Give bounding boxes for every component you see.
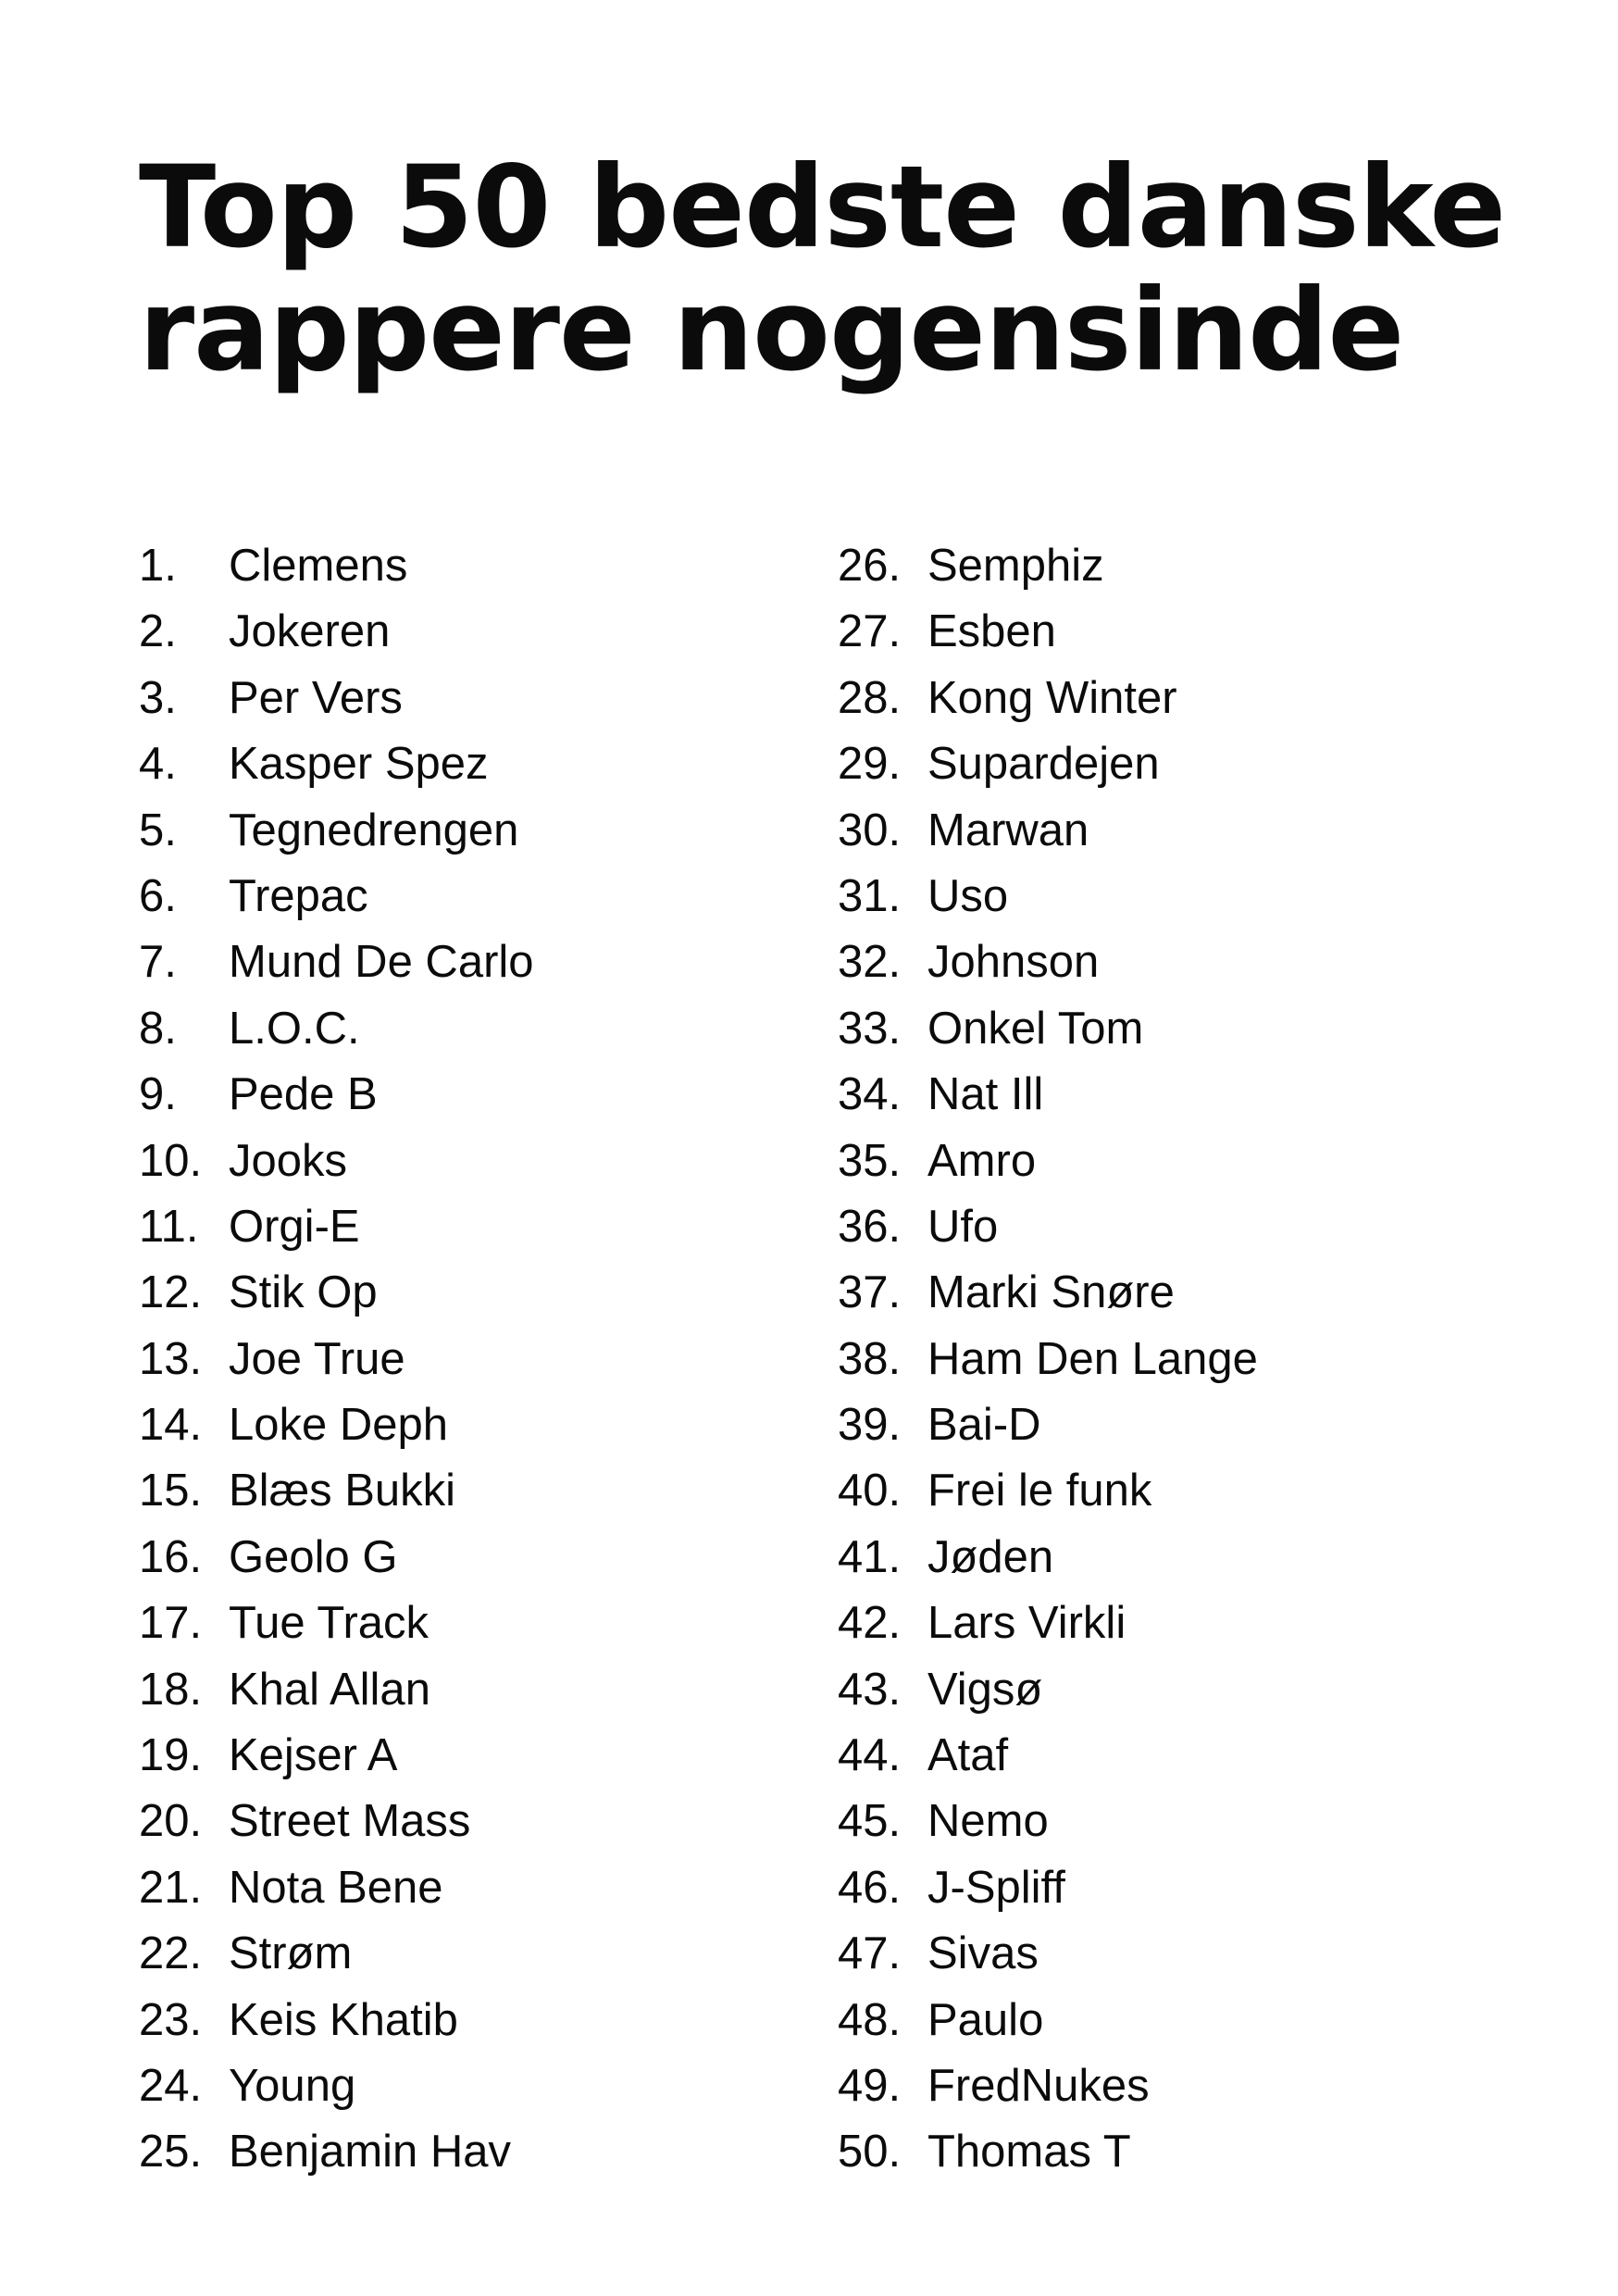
list-item [139,798,805,864]
list-item [139,1657,805,1723]
rapper-name: Nat Ill [927,1069,1044,1120]
rank-number: 8. [139,1003,177,1054]
rapper-name: Pede B [229,1069,378,1120]
rapper-name: Per Vers [229,672,403,723]
rapper-name: Jøden [927,1531,1054,1582]
rapper-name: Geolo G [229,1531,398,1582]
rapper-name: Paulo [927,1994,1044,2045]
rank-number: 37. [838,1267,902,1318]
rank-number: 25. [139,2127,203,2177]
rapper-name: Keis Khatib [229,1994,458,2045]
rank-number: 28. [838,672,902,723]
rank-number: 16. [139,1531,203,1582]
rapper-name: Lars Virkli [927,1598,1126,1649]
list-item [838,1392,1541,1458]
rapper-name: Kejser A [229,1730,398,1781]
rank-number: 14. [139,1400,203,1451]
rapper-name: Nemo [927,1796,1049,1847]
rank-number: 42. [838,1598,902,1649]
list-item [139,996,805,1062]
rank-number: 29. [838,739,902,790]
rank-number: 45. [838,1796,902,1847]
rank-number: 6. [139,870,177,921]
list-item [139,930,805,995]
rank-number: 3. [139,672,177,723]
rank-number: 47. [838,1928,902,1979]
list-item [139,1260,805,1326]
list-item [838,731,1541,797]
list-item [139,1988,805,2053]
list-item [139,1525,805,1591]
rank-number: 17. [139,1598,203,1649]
rapper-name: Jooks [229,1135,348,1186]
rank-number: 4. [139,739,177,790]
rapper-name: Esben [927,606,1056,657]
list-item [838,798,1541,864]
rapper-name: Loke Deph [229,1400,449,1451]
rapper-name: FredNukes [927,2060,1150,2111]
rapper-name: Trepac [229,870,368,921]
rank-number: 39. [838,1400,902,1451]
rapper-name: Ham Den Lange [927,1333,1258,1384]
list-item [838,1988,1541,2053]
list-item [139,1062,805,1128]
ranking-list-left [139,533,805,2186]
page-title [139,142,1527,396]
rapper-name: Semphiz [927,541,1104,591]
rank-number: 20. [139,1796,203,1847]
rank-number: 22. [139,1928,203,1979]
rapper-name: Joe True [229,1333,405,1384]
list-item [139,2119,805,2185]
rank-number: 24. [139,2060,203,2111]
rank-number: 15. [139,1466,203,1516]
rank-number: 26. [838,541,902,591]
rank-number: 40. [838,1466,902,1516]
rapper-name: Tue Track [229,1598,429,1649]
rank-number: 11. [139,1201,199,1252]
rank-number: 10. [139,1135,203,1186]
list-item [838,1657,1541,1723]
rank-number: 44. [838,1730,902,1781]
rank-number: 31. [838,870,902,921]
rapper-name: Orgi-E [229,1201,360,1252]
list-item [838,1723,1541,1789]
rapper-name: Young [229,2060,356,2111]
rank-number: 18. [139,1664,203,1715]
list-item [139,1392,805,1458]
rapper-name: Strøm [229,1928,353,1979]
list-item [838,1789,1541,1854]
list-item [838,2119,1541,2185]
list-item [838,1062,1541,1128]
rank-number: 5. [139,805,177,855]
rapper-name: Uso [927,870,1009,921]
rank-number: 13. [139,1333,203,1384]
list-item [838,1260,1541,1326]
rapper-name: Vigsø [927,1664,1043,1715]
list-item [838,1855,1541,1921]
rapper-name: Amro [927,1135,1037,1186]
rapper-name: Frei le funk [927,1466,1152,1516]
rapper-name: Stik Op [229,1267,378,1318]
list-item [838,996,1541,1062]
rank-number: 48. [838,1994,902,2045]
rapper-name: Jokeren [229,606,391,657]
rank-number: 34. [838,1069,902,1120]
list-item [838,1194,1541,1260]
rapper-name: Supardejen [927,739,1160,790]
list-item [139,1921,805,1987]
page-title-line-2: rappere nogensinde [139,265,1404,396]
page-title-line-1: Top 50 bedste danske [139,142,1506,273]
rapper-name: Kong Winter [927,672,1177,723]
rank-number: 1. [139,541,177,591]
rank-number: 21. [139,1862,203,1913]
list-item [139,666,805,731]
list-item [838,1921,1541,1987]
list-item [139,1194,805,1260]
rank-number: 38. [838,1333,902,1384]
rapper-name: Ataf [927,1730,1009,1781]
rank-number: 23. [139,1994,203,2045]
list-item [139,1723,805,1789]
rapper-name: Khal Allan [229,1664,430,1715]
list-item [838,1327,1541,1392]
rapper-name: Kasper Spez [229,739,489,790]
rapper-name: Onkel Tom [927,1003,1144,1054]
rank-number: 7. [139,937,177,988]
list-item [838,666,1541,731]
rapper-name: Benjamin Hav [229,2127,512,2177]
list-item [838,930,1541,995]
rapper-name: Nota Bene [229,1862,443,1913]
rapper-name: Marki Snøre [927,1267,1175,1318]
rank-number: 46. [838,1862,902,1913]
rank-number: 50. [838,2127,902,2177]
list-item [139,1855,805,1921]
rapper-name: Marwan [927,805,1089,855]
rank-number: 30. [838,805,902,855]
rapper-name: Mund De Carlo [229,937,534,988]
list-item [139,731,805,797]
rapper-name: Johnson [927,937,1100,988]
list-item [139,1129,805,1194]
rank-number: 32. [838,937,902,988]
rank-number: 33. [838,1003,902,1054]
rank-number: 49. [838,2060,902,2111]
list-item [838,1129,1541,1194]
rank-number: 12. [139,1267,203,1318]
ranking-list-right [838,533,1541,2186]
rapper-name: Blæs Bukki [229,1466,456,1516]
rank-number: 41. [838,1531,902,1582]
list-item [139,864,805,930]
list-item [838,533,1541,599]
rapper-name: J-Spliff [927,1862,1065,1913]
rank-number: 43. [838,1664,902,1715]
list-item [139,2053,805,2119]
rank-number: 9. [139,1069,177,1120]
list-item [838,1591,1541,1656]
rapper-name: Clemens [229,541,408,591]
list-item [139,1789,805,1854]
rapper-name: L.O.C. [229,1003,360,1054]
list-item [838,2053,1541,2119]
rapper-name: Street Mass [229,1796,471,1847]
rapper-name: Thomas T [927,2127,1131,2177]
rapper-name: Sivas [927,1928,1039,1979]
rapper-name: Tegnedrengen [229,805,519,855]
list-item [838,1458,1541,1524]
list-item [139,1327,805,1392]
rapper-name: Bai-D [927,1400,1041,1451]
rank-number: 35. [838,1135,902,1186]
list-item [139,1458,805,1524]
list-item [139,1591,805,1656]
rank-number: 36. [838,1201,902,1252]
rapper-name: Ufo [927,1201,999,1252]
list-item [139,599,805,665]
rank-number: 27. [838,606,902,657]
list-item [838,864,1541,930]
rank-number: 19. [139,1730,203,1781]
rank-number: 2. [139,606,177,657]
list-item [838,599,1541,665]
list-item [139,533,805,599]
list-item [838,1525,1541,1591]
